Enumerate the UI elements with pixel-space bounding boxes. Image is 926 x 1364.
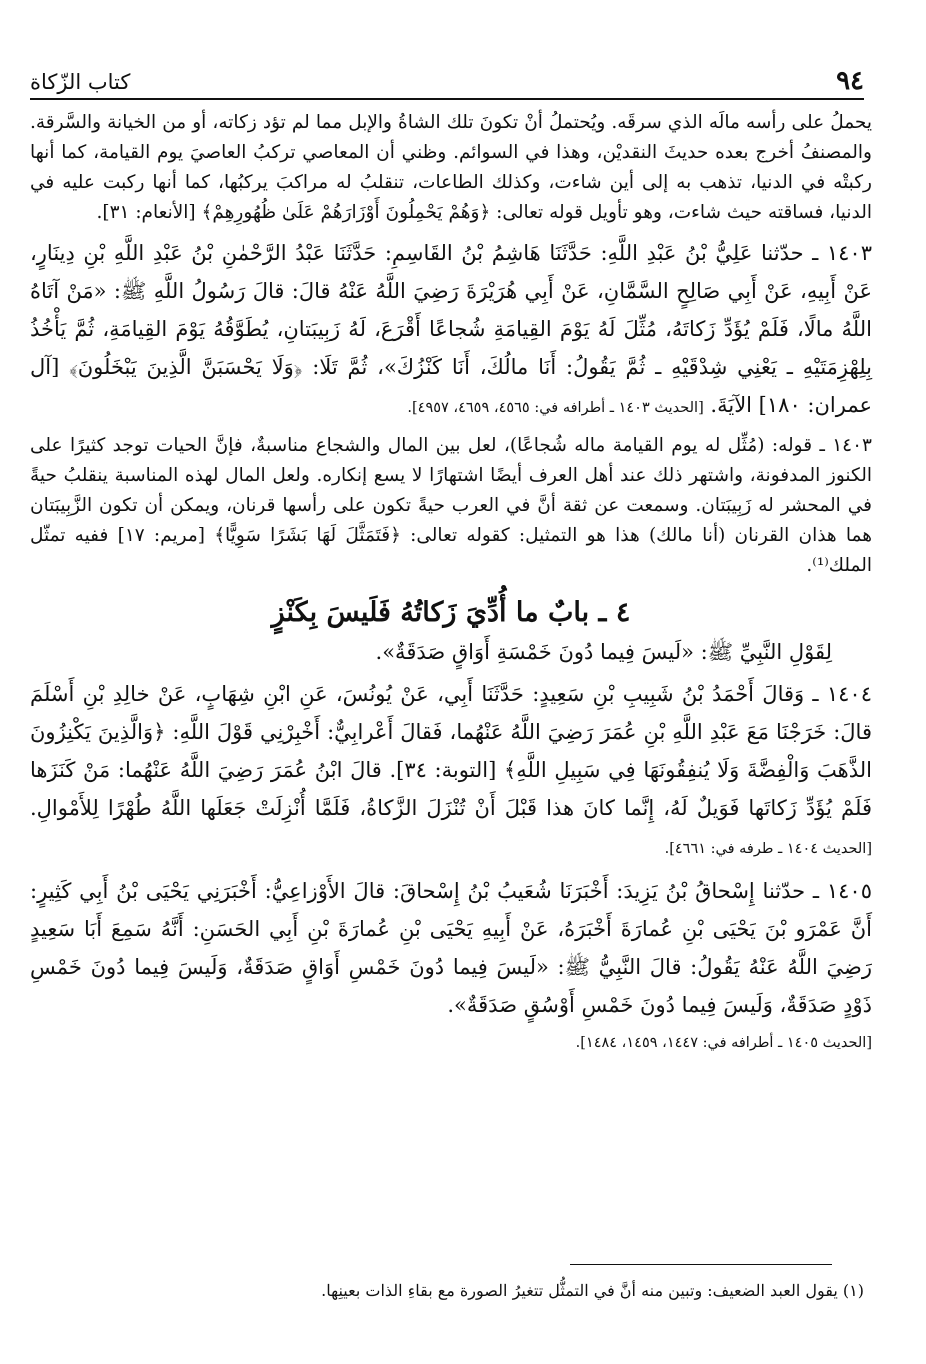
hadith-text: ١٤٠٤ ـ وَقالَ أَحْمَدُ بْنُ شَبِيبِ بْنِ سَعِيدٍ: حَدَّثَنَا أَبِي، عَنْ يُونُسَ، عَنِ ابْنِ شِهَابٍ، عَنْ خالِدِ بْنِ أَسْلَمَ قالَ: خَرَجْنَا مَعَ عَبْدِ اللَّهِ بْنِ عُمَرَ رَضِيَ اللَّهُ عَنْهُما، فَقالَ أَعْرابِيٌّ: أَخْبِرْنِي قَوْلَ اللَّهِ: ﴿وَالَّذِينَ يَكْنِزُونَ الذَّهَبَ وَالْفِضَّةَ وَلَا يُنفِقُونَهَا فِي سَبِيلِ اللَّهِ﴾ [التوبة: ٣٤]. قالَ ابْنُ عُمَرَ رَضِيَ اللَّهُ عَنْهُما: مَنْ كَنَزَها فَلَمْ يُؤَدِّ زَكاتَها فَوَيلٌ لَهُ، إِنَّما كانَ هذا قَبْلَ أَنْ تُنْزَلَ الزَّكاةُ، فَلَمَّا أُنْزِلَتْ جَعَلَها اللَّهُ طُهْرًا لِلأَمْوالِ. <box>30 682 872 820</box>
hadith-text: ١٤٠٥ ـ حدّثنا إِسْحاقُ بْنُ يَزِيدَ: أَخْبَرَنَا شُعَيبُ بْنُ إِسْحاقَ: قالَ الأَوْزاعِيُّ: أَخْبَرَنِي يَحْيَى بْنُ أَبِي كَثِيرٍ: أَنَّ عَمْرَو بْنَ يَحْيَى بْنِ عُمارَةَ أَخْبَرَهُ، عَنْ أَبِيهِ يَحْيَى بْنِ عُمارَةَ بْنِ أَبِي الحَسَنِ: أَنَّهُ سَمِعَ أَبَا سَعِيدٍ رَضِيَ اللَّهُ عَنْهُ يَقُولُ: قالَ النَّبِيُّ ﷺ: «لَيسَ فِيما دُونَ خَمْسِ أَوَاقٍ صَدَقَةٌ، وَلَيسَ فِيما دُونَ خَمْسِ ذَوْدٍ صَدَقَةٌ، وَلَيسَ فِيما دُونَ خَمْسِ أَوْسُقٍ صَدَقَةٌ». <box>30 879 872 1017</box>
book-title: كتاب الزّكاة <box>30 70 131 94</box>
page-body <box>30 108 872 1064</box>
page-header <box>30 52 864 100</box>
hadith-1405 <box>30 872 872 1024</box>
hadith-1403 <box>30 234 872 427</box>
hadith-reference: [الحديث ١٤٠٥ ـ أطرافه في: ١٤٤٧، ١٤٥٩، ١٤٨٤]. <box>575 1035 872 1051</box>
commentary-1403: ١٤٠٣ ـ قوله: (مُثِّل له يوم القيامة ماله شُجاعًا)، لعل بين المال والشجاع مناسبةٌ، فإنَّ الحيات توجد كثيرًا على الكنوز المدفونة، واشتهر ذلك عند أهل العرف أيضًا اشتهارًا لا يسع إنكاره. ولعل المال لهذه المناسبة ينقلبُ حيةً في المحشر له زَبِيبَتان. وسمعت عن ثقة أنَّ في العرب حيةً تكون على رأسها قرنان، ويمكن أن تكون الزَّبِيبَتان هما هذان القرنان (أنا مالك) هذا هو التمثيل: كقوله تعالى: ﴿فَتَمَثَّلَ لَهَا بَشَرًا سَوِيًّا﴾ [مريم: ١٧] ففيه تمثّل الملك⁽¹⁾. <box>30 435 872 576</box>
chapter-subheading: لِقَوْلِ النَّبِيِّ ﷺ: «لَيسَ فِيما دُونَ خَمْسَةِ أَوَاقٍ صَدَقَةٌ». <box>375 640 832 664</box>
hadith-text: ١٤٠٣ ـ حدّثنا عَلِيُّ بْنُ عَبْدِ اللَّهِ: حَدَّثَنَا هَاشِمُ بْنُ القَاسِمِ: حَدَّثَنَا عَبْدُ الرَّحْمٰنِ بْنُ عَبْدِ اللَّهِ بْنِ دِينَارٍ، عَنْ أَبِيهِ، عَنْ أَبِي صَالِحٍ السَّمَّانِ، عَنْ أَبِي هُرَيْرَةَ رَضِيَ اللَّهُ عَنْهُ قالَ: قالَ رَسُولُ اللَّهِ ﷺ: «مَنْ آتَاهُ اللَّهُ مالًا، فَلَمْ يُؤَدِّ زَكاتَهُ، مُثِّلَ لَهُ يَوْمَ القِيامَةِ شُجاعًا أَقْرَعَ، لَهُ زَبِيبَتانِ، يُطَوَّقُهُ يَوْمَ القِيامَةِ، ثُمَّ يَأْخُذُ بِلِهْزِمَتَيْهِ ـ يَعْنِي شِدْقَيْهِ ـ ثُمَّ يَقُولُ: أَنَا مالُكَ، أَنَا كَنْزُكَ»، ثُمَّ تَلَا: ﴿وَلَا يَحْسَبَنَّ الَّذِينَ يَبْخَلُونَ﴾ [آل عمران: ١٨٠] الآيَةَ. <box>30 241 872 417</box>
hadith-reference: [الحديث ١٤٠٣ ـ أطرافه في: ٤٥٦٥، ٤٦٥٩، ٤٩٥٧]. <box>407 400 704 416</box>
hadith-1404 <box>30 675 872 868</box>
page-number: ٩٤ <box>836 66 864 96</box>
commentary-paragraph: يحملُ على رأسه مالَه الذي سرقَه. ويُحتملُ أنْ تكونَ تلك الشاةُ والإبل مما لم تؤد زكاته، أو من الخيانة والسَّرقة. والمصنفُ أخرج بعده حديثَ النقديْن، وهذا في السوائم. وظني أن المعاصي تركبُ العاصيَ يوم القيامة، كما أنها ركبتْه في الدنيا، تذهب به إلى أين شاءت، وكذلك الطاعات، تنقلبُ له مراكبَ يركبُها، كما أنها ركبت عليه في الدنيا، فساقته حيث شاءت، وهو تأويل قوله تعالى: ﴿وَهُمْ يَحْمِلُونَ أَوْزَارَهُمْ عَلَىٰ ظُهُورِهِمْ﴾ [الأنعام: ٣١]. <box>30 112 872 223</box>
footnote-divider <box>570 1264 832 1265</box>
hadith-reference: [الحديث ١٤٠٤ ـ طرفه في: ٤٦٦١]. <box>664 841 872 857</box>
chapter-heading: ٤ ـ بابٌ ما أُدِّيَ زَكاتُهُ فَلَيسَ بِكَنْزٍ <box>271 597 631 628</box>
footnote: (١) يقول العبد الضعيف: وتبين منه أنَّ في التمثُّل تتغيرُ الصورة مع بقاءِ الذات بعينِها. <box>321 1281 864 1300</box>
